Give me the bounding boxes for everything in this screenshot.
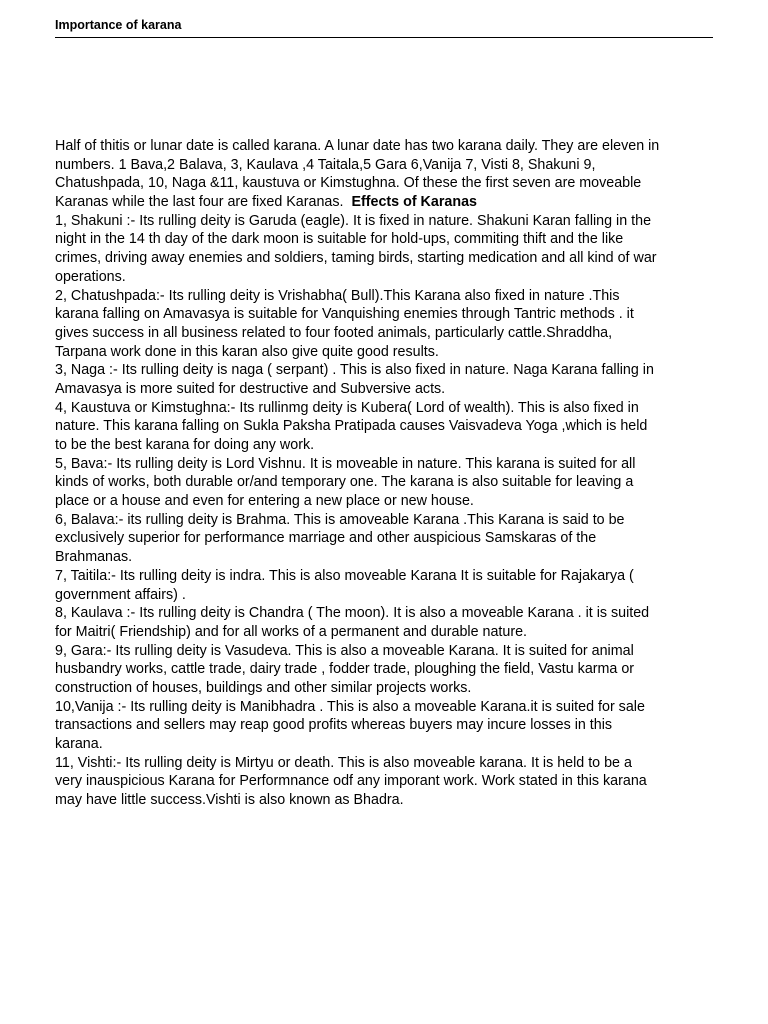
text-line-segment: Karanas while the last four are fixed Karanas. — [55, 194, 352, 211]
text-line: 8, Kaulava :- Its rulling deity is Chandra ( The moon). It is also a moveable Karana . it is suited — [55, 605, 650, 622]
text-line: Half of thitis or lunar date is called karana. A lunar date has two karana daily. They are eleven in — [55, 138, 660, 154]
text-line: kinds of works, both durable or/and temporary one. The karana is also suitable for leaving a — [55, 474, 634, 491]
text-line — [55, 193, 720, 212]
text-line: 1, Shakuni :- Its rulling deity is Garuda (eagle). It is fixed in nature. Shakuni Karan falling in the — [55, 212, 652, 229]
text-line: exclusively superior for performance marriage and other auspicious Samskaras of the — [55, 530, 597, 547]
page-header — [55, 17, 713, 38]
text-line: 11, Vishti:- Its rulling deity is Mirtyu or death. This is also moveable karana. It is held to be a — [55, 754, 632, 771]
text-line: gives success in all business related to four footed animals, particularly cattle.Shraddha, — [55, 324, 613, 341]
text-line: 9, Gara:- Its rulling deity is Vasudeva. This is also a moveable Karana. It is suited for animal — [55, 642, 634, 659]
text-line: Brahmanas. — [55, 549, 133, 566]
text-line: night in the 14 th day of the dark moon is suitable for hold-ups, commiting thift and the like — [55, 231, 624, 248]
text-line: nature. This karana falling on Sukla Paksha Pratipada causes Vaisvadeva Yoga ,which is held — [55, 418, 648, 435]
text-line: numbers. 1 Bava,2 Balava, 3, Kaulava ,4 Taitala,5 Gara 6,Vanija 7, Visti 8, Shakuni 9, — [55, 156, 596, 173]
text-line: 3, Naga :- Its rulling deity is naga ( serpant) . This is also fixed in nature. Naga Karana falling in — [55, 362, 654, 379]
text-line: karana. — [55, 736, 103, 752]
section-heading: Effects of Karanas — [351, 194, 477, 211]
text-line: government affairs) . — [55, 586, 186, 603]
text-line: 2, Chatushpada:- Its rulling deity is Vrishabha( Bull).This Karana also fixed in nature .This — [55, 287, 620, 304]
text-line: karana falling on Amavasya is suitable for Vanquishing enemies through Tantric methods . it — [55, 306, 634, 323]
text-line: 5, Bava:- Its rulling deity is Lord Vishnu. It is moveable in nature. This karana is suited for all — [55, 455, 636, 472]
text-line: Chatushpada, 10, Naga &11, kaustuva or Kimstughna. Of these the first seven are moveable — [55, 175, 642, 192]
text-line: 4, Kaustuva or Kimstughna:- Its rullinmg deity is Kubera( Lord of wealth). This is also fixed in — [55, 399, 639, 416]
text-line: very inauspicious Karana for Performnance odf any imporant work. Work stated in this karana — [55, 773, 647, 790]
text-line: Tarpana work done in this karan also give quite good results. — [55, 343, 439, 360]
text-line: 6, Balava:- its rulling deity is Brahma. This is amoveable Karana .This Karana is said to be — [55, 511, 625, 528]
text-line: 10,Vanija :- Its rulling deity is Manibhadra . This is also a moveable Karana.it is suited for sale — [55, 698, 645, 715]
text-line: transactions and sellers may reap good profits whereas buyers may incure losses in this — [55, 717, 613, 734]
text-line: 7, Taitila:- Its rulling deity is indra. This is also moveable Karana It is suitable for Rajakarya ( — [55, 567, 634, 584]
text-line: operations. — [55, 268, 126, 285]
text-line: to be the best karana for doing any work. — [55, 437, 315, 453]
text-line: crimes, driving away enemies and soldiers, taming birds, starting medication and all kind of war — [55, 250, 657, 267]
text-line: for Maitri( Friendship) and for all works of a permanent and durable nature. — [55, 623, 528, 640]
text-line: Amavasya is more suited for destructive and Subversive acts. — [55, 380, 446, 397]
document-title: Importance of karana — [55, 18, 182, 32]
text-line: place or a house and even for entering a new place or new house. — [55, 493, 474, 510]
text-line: construction of houses, buildings and other similar projects works. — [55, 679, 472, 696]
text-line: may have little success.Vishti is also known as Bhadra. — [55, 792, 404, 809]
document-body — [55, 137, 720, 810]
text-line: husbandry works, cattle trade, dairy trade , fodder trade, ploughing the field, Vastu karma or — [55, 661, 635, 678]
